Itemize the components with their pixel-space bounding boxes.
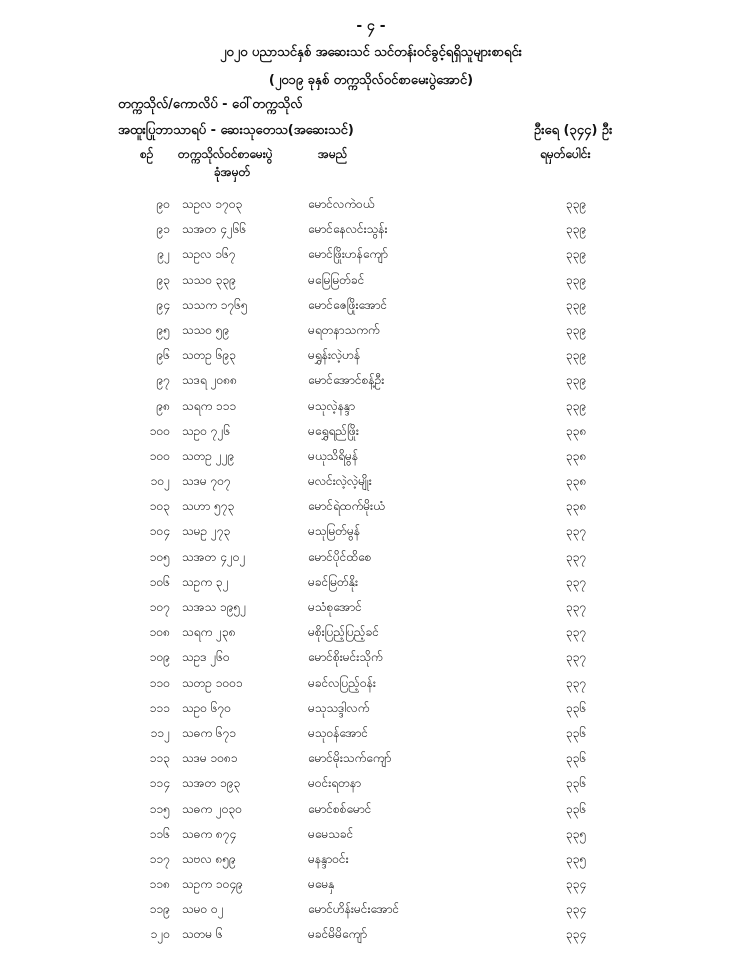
roll-number-cell: သဥလ ၁၆၇ xyxy=(182,247,236,262)
serial-no-cell: ၁၀၂ xyxy=(150,474,170,489)
table-row xyxy=(0,771,742,796)
name-cell: မောင်ရဲထက်မိုးယံ xyxy=(308,499,385,514)
roll-number-cell: သဒမ ၇၀၇ xyxy=(182,474,231,489)
name-cell: မခင်မိမိကျော် xyxy=(308,927,368,942)
marks-cell: ၃၃၉ xyxy=(566,297,587,312)
name-cell: မဝင်းရတနာ xyxy=(308,776,362,791)
name-cell: မလင်းလဲ့လဲ့မျိုး xyxy=(308,474,372,489)
name-cell: မောင်ဇေဖြိုးအောင် xyxy=(308,297,388,312)
table-row xyxy=(0,217,742,242)
serial-no-cell: ၁၁၁ xyxy=(149,700,170,715)
roll-number-cell: သတမ ၆ xyxy=(182,927,223,942)
marks-cell: ၃၃၉ xyxy=(566,348,587,363)
marks-cell: ၃၃၅ xyxy=(566,826,587,841)
table-row xyxy=(0,469,742,494)
serial-no-cell: ၁၁၄ xyxy=(149,776,170,791)
table-row xyxy=(0,343,742,368)
roll-number-cell: သသက ၁၇၆၅ xyxy=(182,297,248,312)
name-cell: မရွှေရည်ဖြိုး xyxy=(308,423,359,438)
marks-cell: ၃၃၇ xyxy=(566,574,587,589)
marks-cell: ၃၃၉ xyxy=(566,398,587,413)
roll-number-cell: သဥဝ ၆၇၀ xyxy=(182,700,232,715)
table-row xyxy=(0,922,742,947)
serial-no-cell: ၁၁၃ xyxy=(149,751,170,766)
marks-cell: ၃၃၉ xyxy=(566,272,587,287)
marks-cell: ၃၃၇ xyxy=(566,675,587,690)
header-name: အမည် xyxy=(318,147,348,161)
name-cell: မခင်လပြည့်ဝန်း xyxy=(308,675,376,690)
table-row xyxy=(0,671,742,696)
marks-cell: ၃၃၇ xyxy=(566,625,587,640)
serial-no-cell: ၉၁ xyxy=(156,222,170,237)
serial-no-cell: ၉၃ xyxy=(156,272,170,287)
marks-cell: ၃၃၉ xyxy=(566,322,587,337)
marks-cell: ၃၃၈ xyxy=(566,474,587,489)
header-roll-number-line2: ခုံအမှတ် xyxy=(214,165,251,179)
table-row xyxy=(0,721,742,746)
table-row xyxy=(0,620,742,645)
table-row xyxy=(0,645,742,670)
roll-number-cell: သဓက ၆၇၁ xyxy=(182,725,237,740)
table-row xyxy=(0,318,742,343)
marks-cell: ၃၃၇ xyxy=(566,549,587,564)
roll-number-cell: သဥက ၃၂ xyxy=(182,574,229,589)
name-cell: မောင်ဟိန်းမင်းအောင် xyxy=(308,902,400,917)
roll-number-cell: သဒမ ၁၀၈၁ xyxy=(182,751,238,766)
university-line: တက္ကသိုလ်/ကောလိပ် - ဝေါ်တက္ကသိုလ် xyxy=(118,97,303,112)
name-cell: မသုသဒ္ဒါလက် xyxy=(308,700,370,715)
serial-no-cell: ၉၂ xyxy=(157,247,170,262)
roll-number-cell: သရက ၂၃၈ xyxy=(182,625,236,640)
serial-no-cell: ၁၁၈ xyxy=(149,877,170,892)
table-row xyxy=(0,545,742,570)
serial-no-cell: ၉၇ xyxy=(156,373,170,388)
table-row xyxy=(0,242,742,267)
roll-number-cell: သဟာ ၅၇၃ xyxy=(182,499,235,514)
marks-cell: ၃၃၉ xyxy=(566,247,587,262)
roll-number-cell: သဗလ ၈၅၉ xyxy=(182,851,236,866)
marks-cell: ၃၃၄ xyxy=(566,902,587,917)
name-cell: မောင်ပိုင်ထိစေ xyxy=(308,549,372,564)
marks-cell: ၃၃၉ xyxy=(566,373,587,388)
serial-no-cell: ၁၂၀ xyxy=(150,927,170,942)
roll-number-cell: သဥဝ ၇၂၆ xyxy=(182,423,231,438)
table-row xyxy=(0,494,742,519)
roll-number-cell: သတဥ ၂၂၉ xyxy=(182,448,235,463)
serial-no-cell: ၁၀၆ xyxy=(149,574,170,589)
marks-cell: ၃၃၈ xyxy=(566,499,587,514)
name-cell: မမေနှ xyxy=(308,877,335,892)
total-count: ဦးရေ (၃၄၄) ဦး xyxy=(534,123,613,138)
name-cell: မသံစုအောင် xyxy=(308,600,362,614)
header-serial-no: စဉ် xyxy=(140,147,154,161)
roll-number-cell: သမဝ ၀၂ xyxy=(182,902,224,917)
table-row xyxy=(0,192,742,217)
serial-no-cell: ၁၁၉ xyxy=(149,902,170,917)
serial-no-cell: ၁၀၅ xyxy=(149,549,170,564)
marks-cell: ၃၃၆ xyxy=(566,700,587,715)
marks-cell: ၃၃၉ xyxy=(566,222,587,237)
roll-number-cell: သတဥ ၁၀၀၁ xyxy=(182,675,243,690)
name-cell: မောင်လကဲဝယ် xyxy=(308,197,375,211)
name-cell: မယုသိရိမွန် xyxy=(308,448,359,463)
serial-no-cell: ၁၁၂ xyxy=(150,725,170,740)
roll-number-cell: သသဝ ၅၉ xyxy=(182,322,230,337)
marks-cell: ၃၃၆ xyxy=(566,776,587,791)
marks-cell: ၃၃၆ xyxy=(566,725,587,740)
name-cell: မောင်စိုးမင်းသိုက် xyxy=(308,650,383,665)
serial-no-cell: ၁၁၇ xyxy=(149,851,170,866)
marks-cell: ၃၃၆ xyxy=(566,801,587,816)
serial-no-cell: ၁၁၅ xyxy=(149,801,170,816)
roll-number-cell: သဓက ၂၀၃၀ xyxy=(182,801,243,816)
roll-number-cell: သအသ ၁၉၅၂ xyxy=(182,600,247,614)
roll-number-cell: သအတ ၁၉၃ xyxy=(182,776,241,791)
serial-no-cell: ၁၀၀ xyxy=(149,423,170,438)
name-cell: မောင်ဖြိုးဟန်ကျော် xyxy=(308,247,388,262)
roll-number-cell: သဥဒ ၂၆၀ xyxy=(182,650,230,665)
name-cell: မသုဝန်အောင် xyxy=(308,725,369,740)
serial-no-cell: ၉၀ xyxy=(156,197,170,211)
marks-cell: ၃၃၅ xyxy=(566,851,587,866)
table-row xyxy=(0,368,742,393)
name-cell: မခင်မြတ်နိုး xyxy=(308,574,359,589)
document-title: ၂၀၂၀ ပညာသင်နှစ် အဆေးသင် သင်တန်းဝင်ခွင့်ရရှိသူများစာရင်း xyxy=(219,45,522,60)
marks-cell: ၃၃၇ xyxy=(566,524,587,539)
results-table xyxy=(0,192,742,948)
table-row xyxy=(0,822,742,847)
marks-cell: ၃၃၇ xyxy=(566,650,587,665)
roll-number-cell: သရက ၁၁၁ xyxy=(182,398,237,413)
roll-number-cell: သအတ ၄၂၆၆ xyxy=(182,222,247,237)
marks-cell: ၃၃၆ xyxy=(566,751,587,766)
table-row xyxy=(0,746,742,771)
name-cell: မရွှန်းလဲ့ဟန် xyxy=(308,348,361,363)
header-roll-number: တက္ကသိုလ်ဝင်စာမေးပွဲ xyxy=(178,147,273,161)
serial-no-cell: ၁၁၆ xyxy=(149,826,170,841)
serial-no-cell: ၉၈ xyxy=(156,398,170,413)
table-row xyxy=(0,394,742,419)
table-row xyxy=(0,595,742,620)
roll-number-cell: သဓက ၈၇၄ xyxy=(182,826,237,841)
roll-number-cell: သဥက ၁၀၄၉ xyxy=(182,877,243,892)
name-cell: မောင်စစ်မောင် xyxy=(308,801,372,816)
name-cell: မရတနာသကက် xyxy=(308,322,380,337)
name-cell: မောင်နေလင်းသွန်း xyxy=(308,222,388,237)
name-cell: မနန္ဒာဝင်း xyxy=(308,851,349,866)
table-row xyxy=(0,570,742,595)
table-row xyxy=(0,696,742,721)
name-cell: မောင်အောင်စန့်ဦး xyxy=(308,373,385,388)
table-row xyxy=(0,444,742,469)
roll-number-cell: သအတ ၄၂၀၂ xyxy=(182,549,246,564)
serial-no-cell: ၁၀၃ xyxy=(149,499,170,514)
roll-number-cell: သဥလ ၁၇၀၃ xyxy=(182,197,243,211)
serial-no-cell: ၁၀၄ xyxy=(149,524,170,539)
table-row xyxy=(0,519,742,544)
name-cell: မသုမြတ်မွန် xyxy=(308,524,361,539)
specialization-line: အထူးပြုဘာသာရပ် - ဆေးသုတေသ(အဆေးသင်) xyxy=(118,123,354,138)
name-cell: မသုလဲ့နန္ဒာ xyxy=(308,398,356,413)
marks-cell: ၃၃၈ xyxy=(566,423,587,438)
marks-cell: ၃၃၄ xyxy=(566,927,587,942)
table-row xyxy=(0,797,742,822)
roll-number-cell: သတဥ ၆၉၃ xyxy=(182,348,237,363)
serial-no-cell: ၁၁၀ xyxy=(149,675,170,690)
serial-no-cell: ၉၆ xyxy=(156,348,170,363)
name-cell: မစိုးပြည့်ပြည့်ခင် xyxy=(308,625,379,640)
marks-cell: ၃၃၈ xyxy=(566,448,587,463)
marks-cell: ၃၃၄ xyxy=(566,877,587,892)
name-cell: မောင်မိုးသက်ကျော် xyxy=(308,751,392,766)
marks-cell: ၃၃၇ xyxy=(566,600,587,614)
roll-number-cell: သသဝ ၃၃၉ xyxy=(182,272,237,287)
page-number: - ၄ - xyxy=(356,18,386,34)
serial-no-cell: ၉၅ xyxy=(156,322,170,337)
document-subtitle: (၂၀၁၉ ခုနှစ် တက္ကသိုလ်ဝင်စာမေးပွဲအောင်) xyxy=(268,73,474,88)
table-row xyxy=(0,897,742,922)
table-row xyxy=(0,268,742,293)
name-cell: မမြေမြတ်ခင် xyxy=(308,272,365,287)
name-cell: မမေသခင် xyxy=(308,826,354,841)
table-row xyxy=(0,847,742,872)
serial-no-cell: ၉၄ xyxy=(156,297,170,312)
roll-number-cell: သဒရ ၂၀၈၈ xyxy=(182,373,237,388)
serial-no-cell: ၁၀၈ xyxy=(149,625,170,640)
table-row xyxy=(0,293,742,318)
roll-number-cell: သမဥ ၂၇၃ xyxy=(182,524,231,539)
marks-cell: ၃၃၉ xyxy=(566,197,587,211)
table-row xyxy=(0,419,742,444)
table-row xyxy=(0,872,742,897)
serial-no-cell: ၁၀၇ xyxy=(149,600,170,614)
serial-no-cell: ၁၀၉ xyxy=(149,650,170,665)
header-total-marks: ရမှတ်ပေါင်း xyxy=(540,147,591,161)
serial-no-cell: ၁၀၀ xyxy=(149,448,170,463)
